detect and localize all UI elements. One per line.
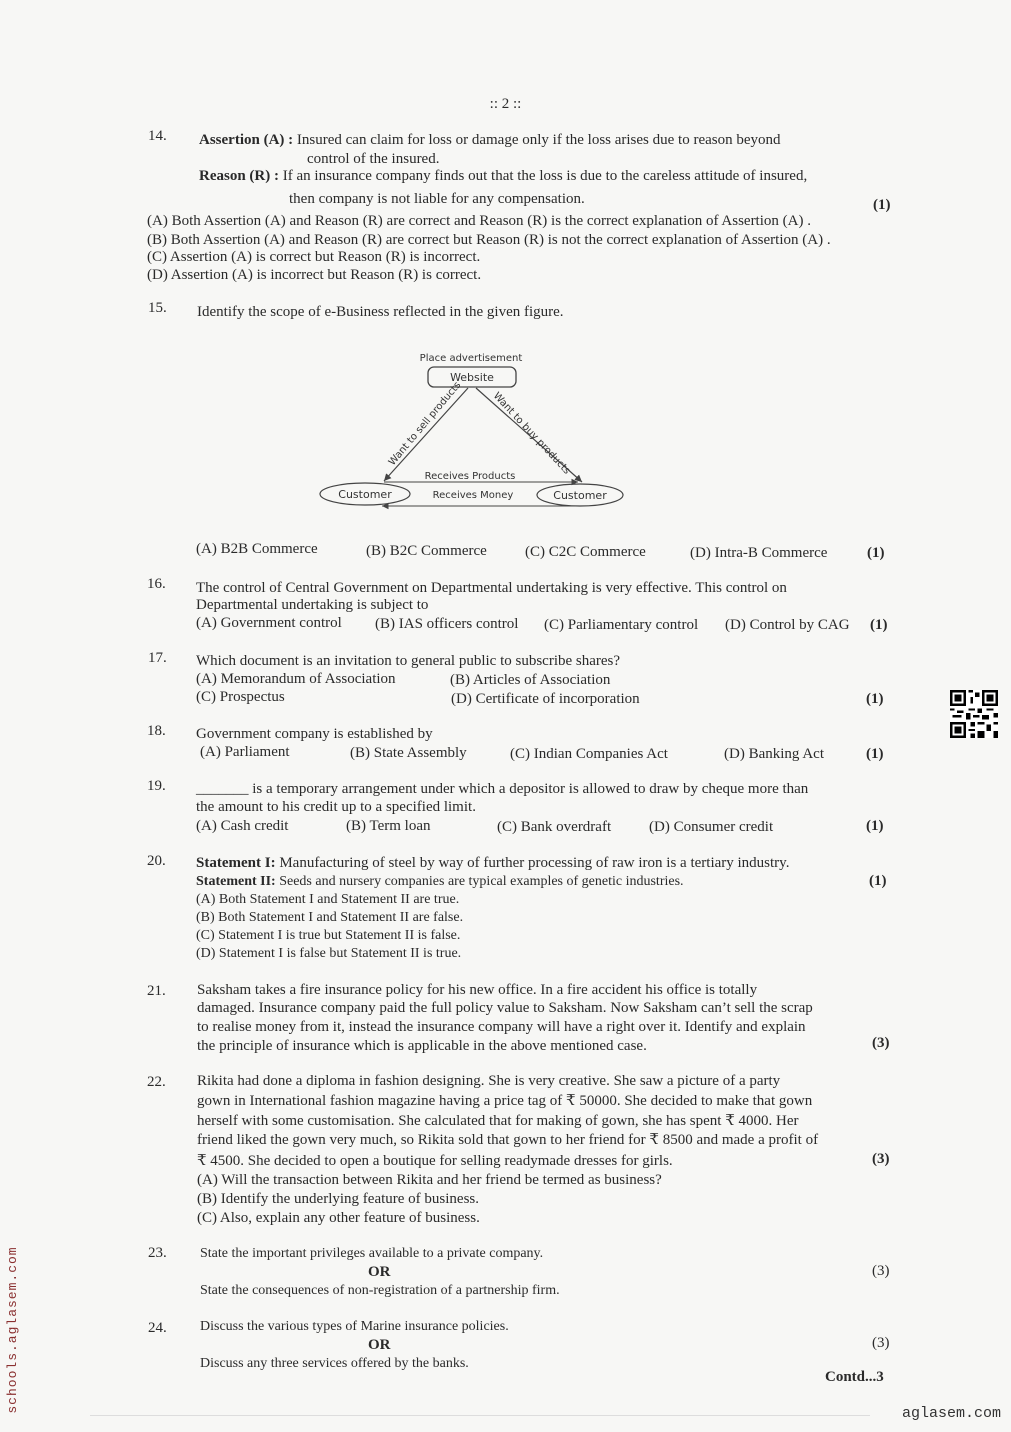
question-line-1: The control of Central Government on Departmental undertaking is very effective. This control on: [196, 580, 787, 596]
reason-line-2: then company is not liable for any compensation.: [289, 191, 585, 207]
marks: (3): [872, 1335, 890, 1351]
want-to-sell-label: Want to sell products: [386, 379, 464, 468]
question-line-2: the amount to his credit up to a specified limit.: [196, 799, 476, 815]
option-c: (C) C2C Commerce: [525, 544, 646, 560]
marks: (3): [872, 1263, 890, 1279]
option-c: (C) Assertion (A) is correct but Reason (R) is incorrect.: [147, 249, 481, 265]
subpart-a: (A) Will the transaction between Rikita and her friend be termed as business?: [197, 1172, 662, 1188]
footer-divider: [90, 1415, 870, 1416]
assertion-line: Assertion (A) : Insured can claim for loss or damage only if the loss arises due to reason beyond: [199, 132, 781, 148]
option-c: (C) Bank overdraft: [497, 819, 612, 835]
option-a: (A) B2B Commerce: [196, 541, 318, 557]
continued-label: Contd...3: [825, 1369, 884, 1385]
question-line-2: State the consequences of non-registration of a partnership firm.: [200, 1283, 560, 1298]
reason-label: Reason (R) :: [199, 168, 279, 184]
question-number: 23.: [148, 1245, 167, 1261]
question-number: 21.: [147, 983, 166, 999]
option-d: (D) Control by CAG: [725, 617, 850, 633]
marks: (1): [867, 545, 885, 561]
assertion-line-2: control of the insured.: [307, 151, 440, 167]
option-d: (D) Certificate of incorporation: [451, 691, 640, 707]
question-line: the principle of insurance which is applicable in the above mentioned case.: [197, 1038, 647, 1054]
question-line: Rikita had done a diploma in fashion designing. She is very creative. She saw a picture of a party: [197, 1073, 781, 1089]
question-number: 17.: [148, 650, 167, 666]
marks: (1): [866, 818, 884, 834]
marks: (1): [869, 873, 887, 889]
option-d: (D) Consumer credit: [649, 819, 774, 835]
question-line: Saksham takes a fire insurance policy for his new office. In a fire accident his office is totally: [197, 982, 758, 998]
marks: (1): [866, 691, 884, 707]
question-number: 18.: [147, 723, 166, 739]
option-b: (B) IAS officers control: [375, 616, 519, 632]
statement-1-label: Statement I:: [196, 855, 276, 871]
option-a: (A) Both Statement I and Statement II are true.: [196, 892, 460, 907]
assertion-label: Assertion (A) :: [199, 132, 294, 148]
or-separator: OR: [368, 1264, 391, 1280]
question-number: 15.: [148, 300, 167, 316]
customer-right-label: Customer: [553, 489, 607, 502]
question-line: to realise money from it, instead the insurance company will have a right over it. Identify and explain: [197, 1019, 806, 1035]
option-c: (C) Parliamentary control: [544, 617, 699, 633]
page-number: :: 2 ::: [489, 96, 522, 112]
question-number: 24.: [148, 1320, 167, 1336]
question-number: 22.: [147, 1074, 166, 1090]
option-d: (D) Intra-B Commerce: [690, 545, 828, 561]
customer-left-label: Customer: [338, 488, 392, 501]
or-separator: OR: [368, 1337, 391, 1353]
question-text: Which document is an invitation to general public to subscribe shares?: [196, 653, 621, 669]
question-number: 20.: [147, 853, 166, 869]
option-b: (B) Articles of Association: [450, 672, 611, 688]
question-number: 16.: [147, 576, 166, 592]
question-line: ₹ 4500. She decided to open a boutique for selling readymade dresses for girls.: [197, 1153, 673, 1169]
option-c: (C) Prospectus: [196, 689, 285, 705]
option-d: (D) Assertion (A) is incorrect but Reason (R) is correct.: [147, 267, 482, 283]
question-line-2: Discuss any three services offered by the banks.: [200, 1356, 469, 1371]
marks: (1): [870, 617, 888, 633]
option-b: (B) B2C Commerce: [366, 543, 487, 559]
option-d: (D) Banking Act: [724, 746, 824, 762]
question-line: damaged. Insurance company paid the full policy value to Saksham. Now Saksham can’t sell the scrap: [197, 1000, 813, 1016]
subpart-c: (C) Also, explain any other feature of business.: [197, 1210, 480, 1226]
statement-1: Statement I: Manufacturing of steel by way of further processing of raw iron is a tertiary industry.: [196, 855, 790, 871]
marks: (1): [873, 197, 891, 213]
receives-products-label: Receives Products: [424, 471, 516, 482]
footer-watermark: aglasem.com: [901, 1405, 1001, 1422]
question-number: 19.: [147, 778, 166, 794]
marks: (3): [872, 1151, 890, 1167]
question-line: gown in International fashion magazine having a price tag of ₹ 50000. She decided to make that gown: [197, 1093, 813, 1109]
question-line-1: _______ is a temporary arrangement under which a depositor is allowed to draw by cheque more than: [196, 781, 809, 797]
option-a: (A) Parliament: [200, 744, 290, 760]
question-line-2: Departmental undertaking is subject to: [196, 597, 429, 613]
option-b: (B) State Assembly: [350, 745, 467, 761]
option-a: (A) Government control: [196, 615, 342, 631]
statement-2-label: Statement II:: [196, 874, 276, 889]
question-line-1: Discuss the various types of Marine insurance policies.: [200, 1319, 509, 1334]
option-b: (B) Both Assertion (A) and Reason (R) are correct but Reason (R) is not the correct explanation of Assertion (A) .: [147, 232, 831, 248]
question-text: Government company is established by: [196, 726, 433, 742]
question-line: friend liked the gown very much, so Rikita sold that gown to her friend for ₹ 8500 and made a profit of: [197, 1132, 819, 1148]
option-a: (A) Memorandum of Association: [196, 671, 396, 687]
want-to-buy-label: Want to buy products: [490, 390, 573, 477]
ebusiness-diagram: [318, 348, 638, 518]
marks: (1): [866, 746, 884, 762]
option-a: (A) Both Assertion (A) and Reason (R) are correct and Reason (R) is the correct explanation of Assertion (A) .: [147, 213, 811, 229]
question-text: Identify the scope of e-Business reflected in the given figure.: [197, 304, 564, 320]
reason-line: Reason (R) : If an insurance company finds out that the loss is due to the careless attitude of insured,: [199, 168, 808, 184]
qr-code: [950, 690, 998, 738]
option-a: (A) Cash credit: [196, 818, 289, 834]
statement-2: Statement II: Seeds and nursery companies are typical examples of genetic industries.: [196, 874, 684, 889]
marks: (3): [872, 1035, 890, 1051]
question-line: herself with some customisation. She calculated that for making of gown, she has spent ₹ 4000. Her: [197, 1113, 799, 1129]
option-c: (C) Statement I is true but Statement II is false.: [196, 928, 461, 943]
receives-money-label: Receives Money: [432, 490, 514, 501]
option-c: (C) Indian Companies Act: [510, 746, 668, 762]
question-number: 14.: [148, 128, 167, 144]
website-label: Website: [450, 371, 494, 384]
option-b: (B) Both Statement I and Statement II are false.: [196, 910, 464, 925]
option-b: (B) Term loan: [346, 818, 431, 834]
option-d: (D) Statement I is false but Statement II is true.: [196, 946, 462, 961]
side-watermark: schools.aglasem.com: [5, 1246, 20, 1414]
subpart-b: (B) Identify the underlying feature of business.: [197, 1191, 480, 1207]
place-advertisement-label: Place advertisement: [419, 353, 523, 364]
question-line-1: State the important privileges available to a private company.: [200, 1246, 544, 1261]
